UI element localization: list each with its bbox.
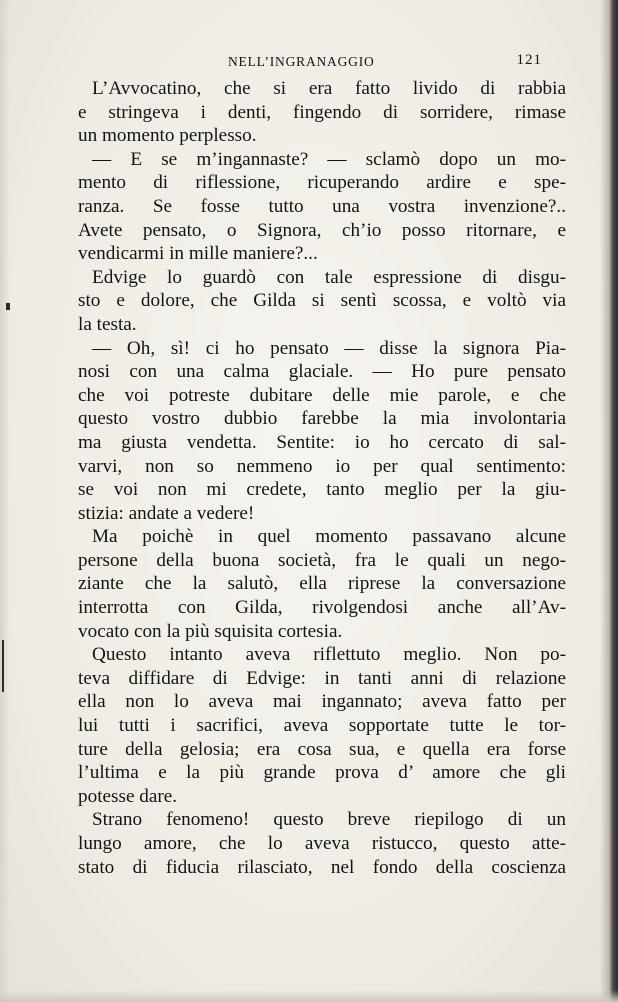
text-line: se voi non mi credete, tanto meglio per la giu- <box>78 479 566 501</box>
text-line: — Oh, sì! ci ho pensato — disse la signora Pia- <box>92 337 566 359</box>
text-line: stizia: andate a vedere! <box>78 502 255 524</box>
text-line: persone della buona società, fra le quali un nego- <box>78 549 566 571</box>
text-line: questo vostro dubbio farebbe la mia involontaria <box>78 408 566 430</box>
text-line: Edvige lo guardò con tale espressione di disgu- <box>92 266 566 288</box>
page-number: 121 <box>516 52 542 68</box>
text-line: varvi, non so nemmeno io per qual sentimento: <box>78 455 566 477</box>
text-line: mento di riflessione, ricuperando ardire e spe- <box>78 172 566 194</box>
text-line: teva diffidare di Edvige: in tanti anni di relazione <box>78 667 566 689</box>
text-line: ziante che la salutò, ella riprese la conversazione <box>78 573 566 595</box>
text-line: che voi potreste dubitare delle mie parole, e che <box>78 384 566 406</box>
text-line: — E se m’ingannaste? — sclamò dopo un mo- <box>92 148 566 170</box>
text-line: Ma poichè in quel momento passavano alcune <box>92 526 566 548</box>
text-line: vendicarmi in mille maniere?... <box>78 243 318 265</box>
text-line: lui tutti i sacrifici, aveva sopportate tutte le tor- <box>78 715 566 737</box>
body-text <box>78 77 566 879</box>
text-line: Strano fenomeno! questo breve riepilogo di un <box>92 809 566 831</box>
margin-speck <box>6 303 10 310</box>
text-line: stato di fiducia rilasciato, nel fondo della coscienza <box>78 856 566 878</box>
text-line: ella non lo aveva mai ingannato; aveva fatto per <box>78 691 566 713</box>
running-title: NELL’INGRANAGGIO <box>228 54 375 69</box>
text-line: l’ultima e la più grande prova d’ amore che gli <box>78 762 566 784</box>
text-line: Questo intanto aveva riflettuto meglio. Non po- <box>92 644 566 666</box>
text-line: potesse dare. <box>78 785 178 807</box>
text-line: ranza. Se fosse tutto una vostra invenzione?.. <box>78 195 566 217</box>
page-left-shadow <box>0 0 10 1002</box>
page-bottom-shadow <box>0 990 618 1002</box>
text-line: lungo amore, che lo aveva ristucco, questo atte- <box>78 833 566 854</box>
text-line: L’Avvocatino, che si era fatto livido di rabbia <box>92 78 566 99</box>
text-line: ma giusta vendetta. Sentite: io ho cercato di sal- <box>78 431 566 453</box>
text-line: sto e dolore, che Gilda si sentì scossa, e voltò via <box>78 290 566 312</box>
text-line: Avete pensato, o Signora, ch’io posso ritornare, e <box>78 219 566 241</box>
running-header <box>80 50 542 74</box>
margin-rule <box>2 640 4 692</box>
text-line: e stringeva i denti, fingendo di sorridere, rimase <box>78 101 566 123</box>
text-line: un momento perplesso. <box>78 125 257 147</box>
text-line: nosi con una calma glaciale. — Ho pure pensato <box>78 361 566 383</box>
text-line: la testa. <box>78 313 137 335</box>
text-line: vocato con la più squisita cortesia. <box>78 620 343 642</box>
page-binding-edge <box>600 0 618 1002</box>
text-line: interrotta con Gilda, rivolgendosi anche all’Av- <box>78 597 566 619</box>
text-line: ture della gelosia; era cosa sua, e quella era forse <box>78 738 566 760</box>
